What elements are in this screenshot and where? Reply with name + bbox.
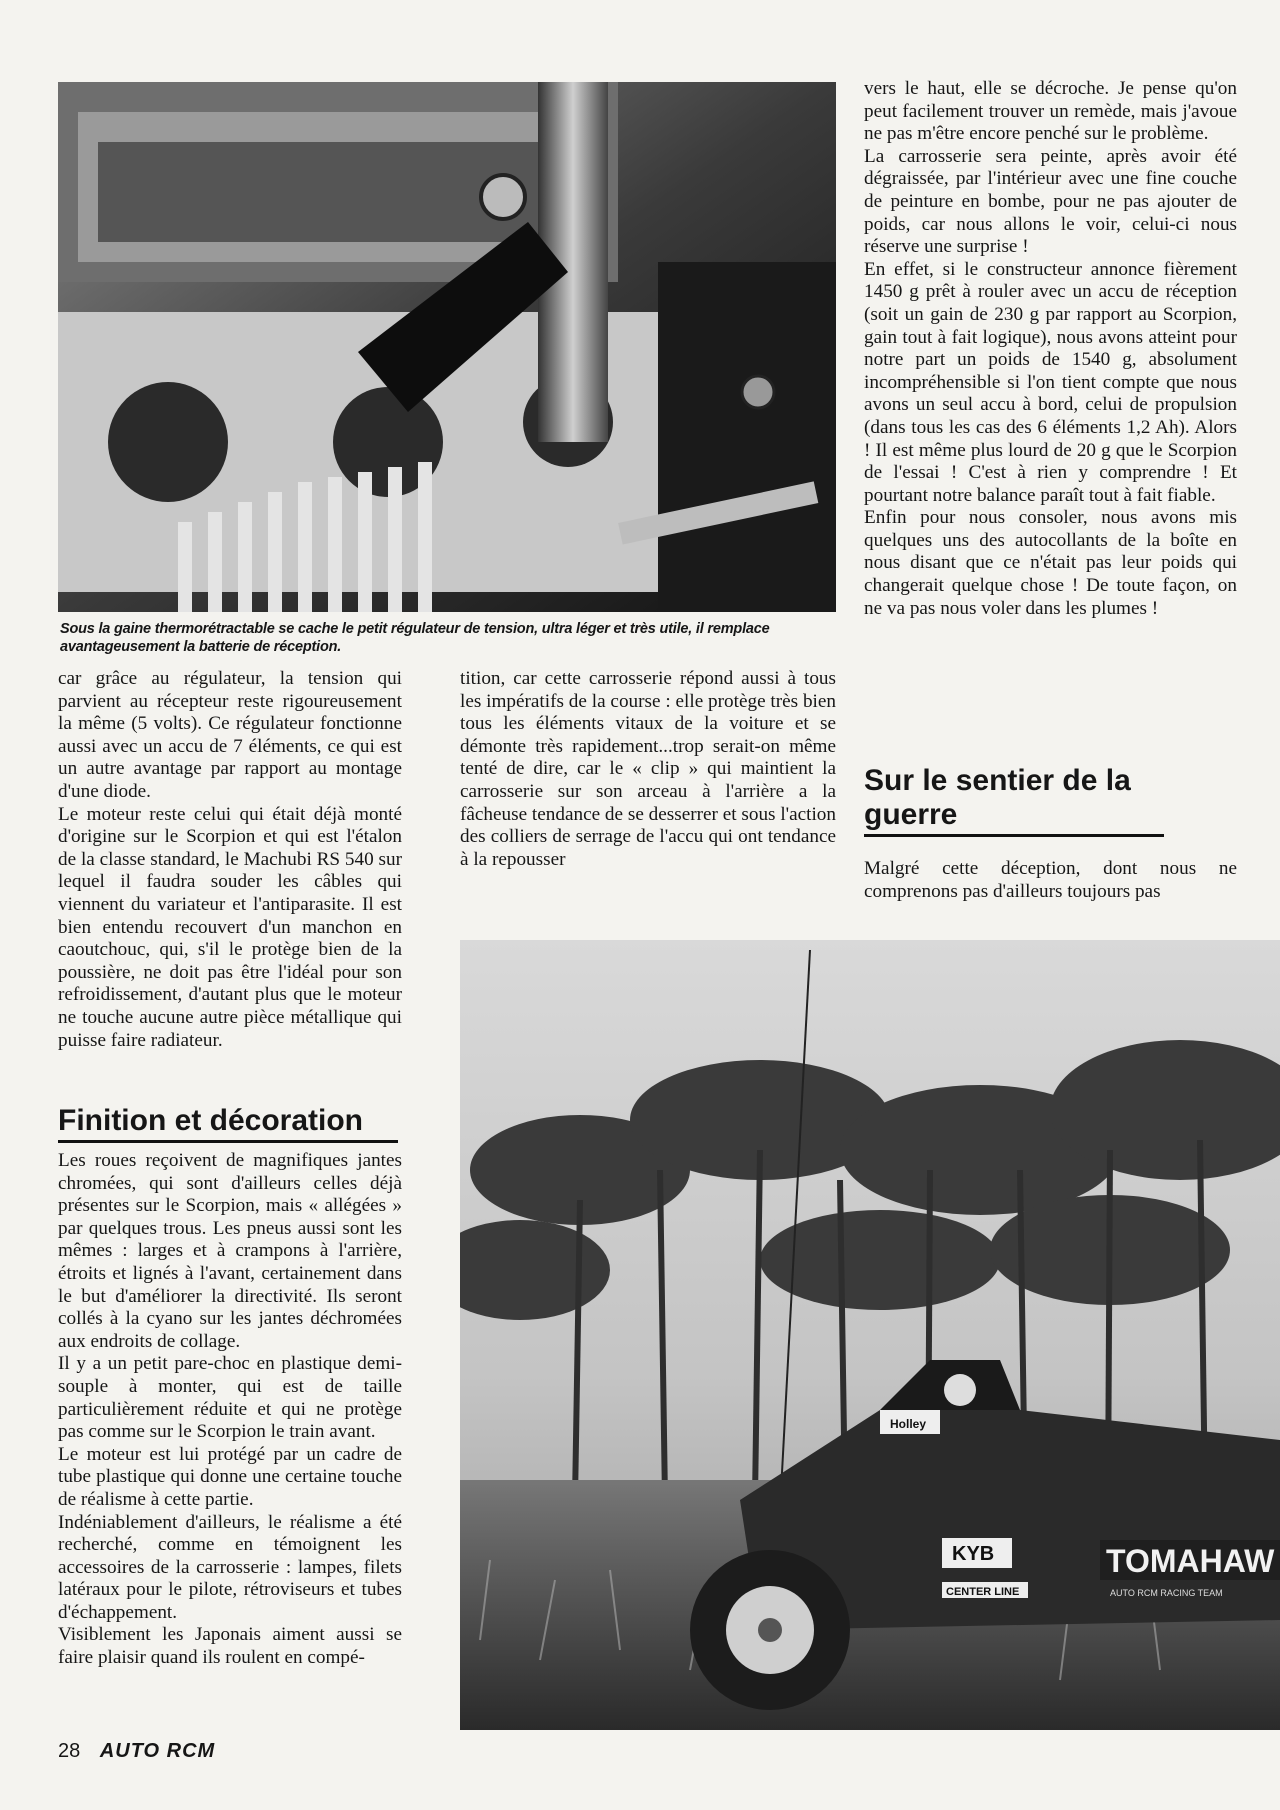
- paragraph: Le moteur est lui protégé par un cadre de tube plastique qui donne une certaine touche de réalisme à cette partie.: [58, 1443, 402, 1510]
- paragraph: vers le haut, elle se décroche. Je pense qu'on peut facilement trouver un remède, mais j'avoue ne pas m'être encore penché sur le problème.: [864, 78, 1237, 145]
- car-name-text: TOMAHAW: [1106, 1543, 1275, 1579]
- photo-caption: Sous la gaine thermorétractable se cache le petit régulateur de tension, ultra léger et très utile, il remplace avantageusement la batterie de réception.: [60, 621, 770, 655]
- page-number: 28: [58, 1740, 81, 1762]
- paragraph: Enfin pour nous consoler, nous avons mis quelques uns des autocollants de la boîte en nous disant que ce n'était pas leur poids qui changerait quelque chose ! De toute façon, on ne va pas nous voler dans les plumes !: [864, 507, 1237, 619]
- column-left-top: [58, 668, 402, 1052]
- paragraph: Les roues reçoivent de magnifiques jantes chromées, qui sont d'ailleurs celles déjà présentes sur le Scorpion, mais « allégées » par quelques trous. Les pneus aussi sont les mêmes : larges et à crampons à l'arrière, étroits et lignés à l'avant, certainement dans le but d'améliorer la directivité. Ils seront collés à la cyano sur les jantes déchromées aux endroits de collage.: [58, 1150, 402, 1352]
- paragraph: Indéniablement d'ailleurs, le réalisme a été recherché, comme en témoignent les accessoires de la carrosserie : lampes, filets latéraux pour le pilote, rétroviseurs et tubes d'échappement.: [58, 1511, 402, 1623]
- magazine-name: AUTO RCM: [99, 1740, 216, 1762]
- paragraph: Il y a un petit pare-choc en plastique demi-souple à monter, qui est de taille particulièrement réduite et qui ne protège pas comme sur le Scorpion le train avant.: [58, 1353, 402, 1443]
- paragraph: Malgré cette déception, dont nous ne comprenons pas d'ailleurs toujours pas: [864, 858, 1237, 902]
- paragraph: tition, car cette carrosserie répond aussi à tous les impératifs de la course : elle protège très bien tous les éléments vitaux de la voiture et se démonte très rapidement...trop serait-on même tenté de dire, car le « clip » qui maintient la carrosserie sur son arceau à l'arrière a la fâcheuse tendance de se desserrer et sous l'action des colliers de serrage de l'accu qui ont tendance à la repousser: [460, 668, 836, 870]
- paragraph: La carrosserie sera peinte, après avoir été dégraissée, par l'intérieur avec une fine couche de peinture en bombe, pour ne pas ajouter de poids, car nous allons le voir, celui-ci nous réserve une surprise !: [864, 145, 1237, 258]
- column-middle: [460, 668, 836, 871]
- column-left-bottom: [58, 1150, 402, 1670]
- paragraph: Le moteur reste celui qui était déjà monté d'origine sur le Scorpion et qui est l'étalon de la classe standard, le Machubi RS 540 sur lequel il faudra souder les câbles qui viennent du variateur et l'antiparasite. Il est bien entendu recouvert d'un manchon en caoutchouc, qui, s'il le protège bien de la poussière, ne doit pas être l'idéal pour son refroidissement, d'autant plus que le moteur ne touche aucune autre pièce métallique qui puisse faire radiateur.: [58, 803, 402, 1051]
- sticker-text: Holley: [890, 1417, 927, 1431]
- paragraph: car grâce au régulateur, la tension qui parvient au récepteur reste rigoureusement la même (5 volts). Ce régulateur fonctionne aussi avec un accu de 7 éléments, ce qui est un autre avantage par rapport au montage d'une diode.: [58, 668, 402, 802]
- heading-line: Sur le sentier de la: [864, 764, 1131, 797]
- sticker-text: CENTER LINE: [946, 1586, 1020, 1598]
- photo-regulator-closeup: [58, 82, 836, 612]
- heading-sentier: [864, 764, 1164, 837]
- photo-buggy-field: [460, 940, 1280, 1730]
- heading-line: guerre: [864, 798, 958, 831]
- column-right-continued: [864, 858, 1237, 903]
- heading-finition: Finition et décoration: [58, 1104, 398, 1143]
- paragraph: En effet, si le constructeur annonce fièrement 1450 g prêt à rouler avec un accu de réception (soit un gain de 230 g par rapport au Scorpion, gain tout à fait logique), nous avons atteint pour notre part un poids de 1540 g, absolument incompréhensible si l'on tient compte que nous avons un seul accu à bord, celui de propulsion (dans tous les cas des 6 éléments 1,2 Ah). Alors ! Il est même plus lourd de 20 g que le Scorpion de l'essai ! C'est à rien y comprendre ! Et pourtant notre balance paraît tout à fait fiable.: [864, 258, 1237, 506]
- column-right: [864, 78, 1237, 620]
- sticker-text: AUTO RCM RACING TEAM: [1110, 1588, 1223, 1598]
- page-footer: [58, 1740, 215, 1763]
- paragraph: Visiblement les Japonais aiment aussi se faire plaisir quand ils roulent en compé-: [58, 1624, 402, 1669]
- sticker-text: KYB: [952, 1543, 995, 1565]
